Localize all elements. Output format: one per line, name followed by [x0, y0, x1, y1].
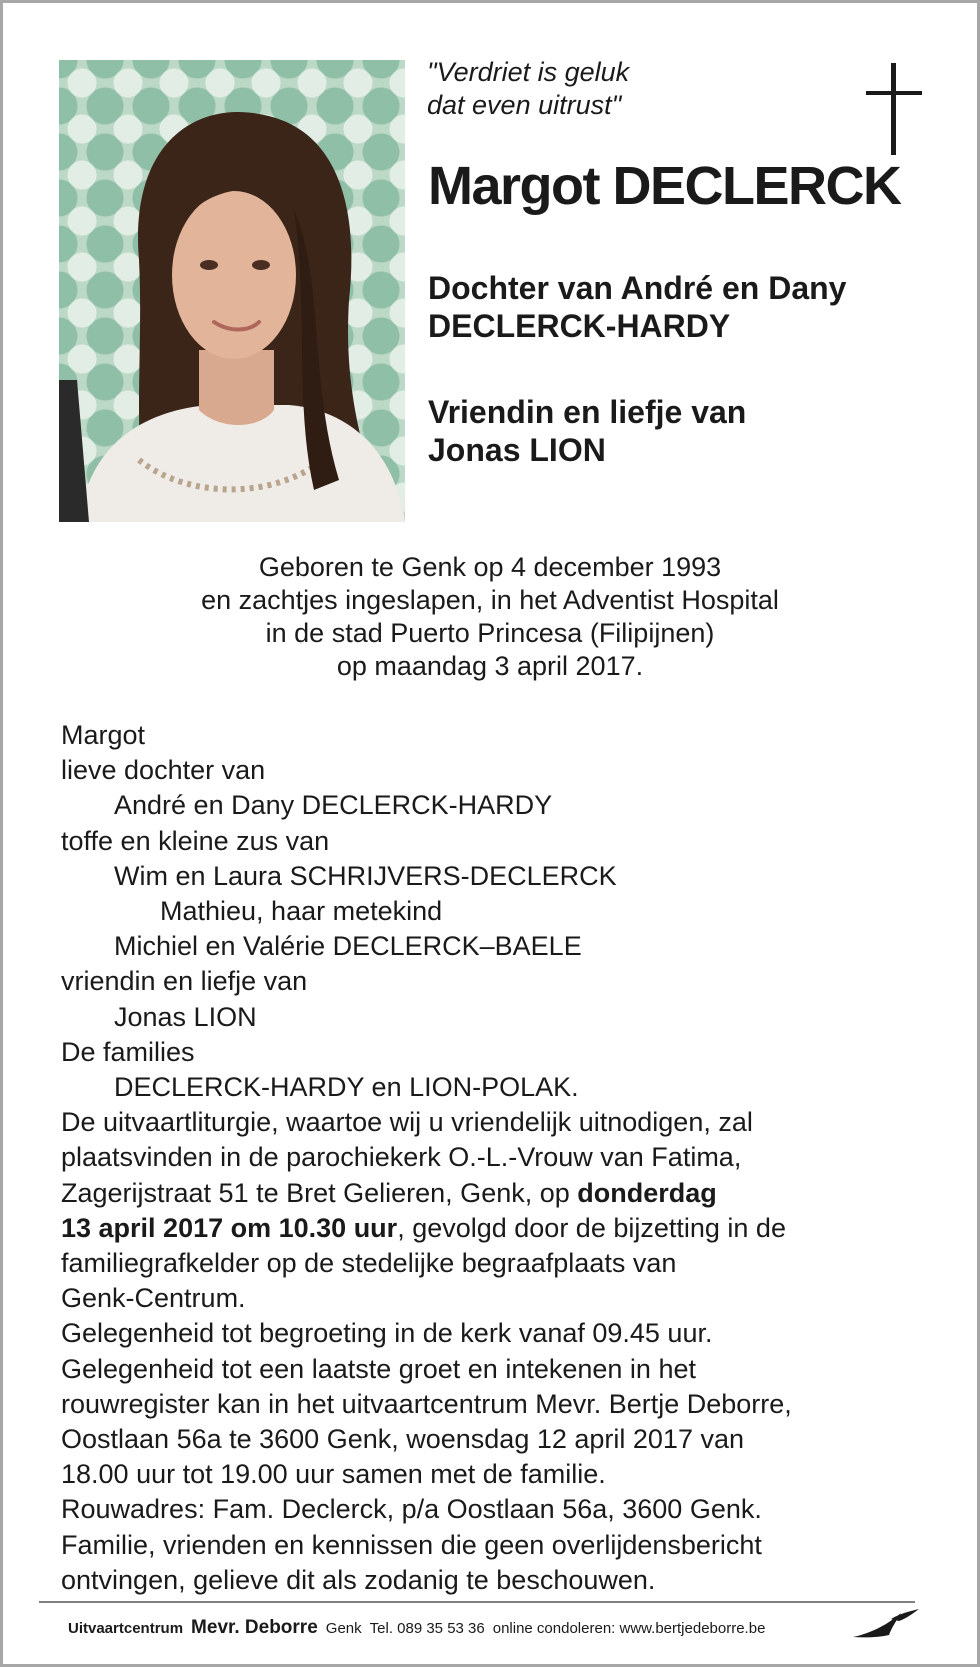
notes-line: Gelegenheid tot een laatste groet en intekenen in het [61, 1353, 696, 1384]
relation-daughter-line-1: Dochter van André en Dany [428, 270, 847, 306]
portrait-photo [59, 60, 405, 522]
quote-line-1: "Verdriet is geluk [427, 57, 630, 87]
footer-divider [39, 1601, 915, 1603]
funeral-line: familiegrafkelder op de stedelijke begraafplaats van [61, 1248, 677, 1279]
relation-daughter [428, 269, 846, 345]
relation-daughter-line-2: DECLERCK-HARDY [428, 308, 731, 344]
funeral-line: Genk-Centrum. [61, 1283, 246, 1314]
funeral-line: plaatsvinden in de parochiekerk O.-L.-Vrouw van Fatima, [61, 1142, 742, 1173]
quote [427, 56, 629, 122]
family-line: lieve dochter van [61, 755, 266, 786]
family-line: Jonas LION [114, 1001, 257, 1032]
birth-line: in de stad Puerto Princesa (Filipijnen) [265, 618, 715, 648]
bird-logo-icon [851, 1607, 921, 1641]
birth-line: op maandag 3 april 2017. [336, 651, 644, 681]
footer [68, 1617, 765, 1639]
funeral-line: De uitvaartliturgie, waartoe wij u vriendelijk uitnodigen, zal [61, 1107, 753, 1138]
relation-partner-line-1: Vriendin en liefje van [428, 394, 747, 430]
funeral-line-text: , gevolgd door de bijzetting in de [397, 1212, 786, 1243]
birth-line: Geboren te Genk op 4 december 1993 [258, 552, 722, 582]
family-line: vriendin en liefje van [61, 966, 308, 997]
family-line: André en Dany DECLERCK-HARDY [114, 790, 553, 821]
deceased-name: Margot DECLERCK [428, 156, 901, 216]
footer-phone: Tel. 089 35 53 36 [369, 1620, 485, 1637]
funeral-line [61, 1176, 941, 1211]
obituary-text [61, 718, 941, 1598]
footer-label: Uitvaartcentrum [68, 1620, 184, 1637]
relation-partner [428, 393, 746, 469]
quote-line-2: dat even uitrust" [427, 90, 622, 120]
notes-line: Rouwadres: Fam. Declerck, p/a Oostlaan 56a, 3600 Genk. [61, 1494, 762, 1525]
notes-line: Oostlaan 56a te 3600 Genk, woensdag 12 april 2017 van [61, 1424, 744, 1455]
family-line: DECLERCK-HARDY en LION-POLAK. [114, 1072, 579, 1103]
family-line: Margot [61, 720, 146, 750]
family-line: toffe en kleine zus van [61, 825, 330, 856]
family-line: Mathieu, haar metekind [160, 896, 443, 927]
family-line: Michiel en Valérie DECLERCK–BAELE [114, 931, 582, 962]
notes-line: ontvingen, gelieve dit als zodanig te beschouwen. [61, 1564, 656, 1595]
footer-funeral-home: Mevr. Deborre [191, 1617, 318, 1638]
notes-line: Gelegenheid tot begroeting in de kerk vanaf 09.45 uur. [61, 1318, 713, 1349]
funeral-line-text: Zagerijstraat 51 te Bret Gelieren, Genk, op [61, 1177, 578, 1208]
funeral-date-time: 13 april 2017 om 10.30 uur [61, 1212, 398, 1243]
notes-line: 18.00 uur tot 19.00 uur samen met de familie. [61, 1459, 606, 1490]
notes-line: Familie, vrienden en kennissen die geen overlijdensbericht [61, 1529, 762, 1560]
birth-death-info [3, 551, 977, 683]
footer-city: Genk [325, 1620, 362, 1637]
family-line: De families [61, 1036, 195, 1067]
funeral-day: donderdag [577, 1177, 717, 1208]
family-line: Wim en Laura SCHRIJVERS-DECLERCK [114, 860, 617, 891]
cross-icon [866, 63, 922, 155]
funeral-line [61, 1211, 941, 1246]
relation-partner-line-2: Jonas LION [428, 432, 606, 468]
footer-online-link[interactable]: online condoleren: www.bertjedeborre.be [492, 1620, 766, 1637]
birth-line: en zachtjes ingeslapen, in het Adventist Hospital [201, 585, 779, 615]
portrait-illustration [59, 60, 405, 522]
notes-line: rouwregister kan in het uitvaartcentrum Mevr. Bertje Deborre, [61, 1388, 792, 1419]
